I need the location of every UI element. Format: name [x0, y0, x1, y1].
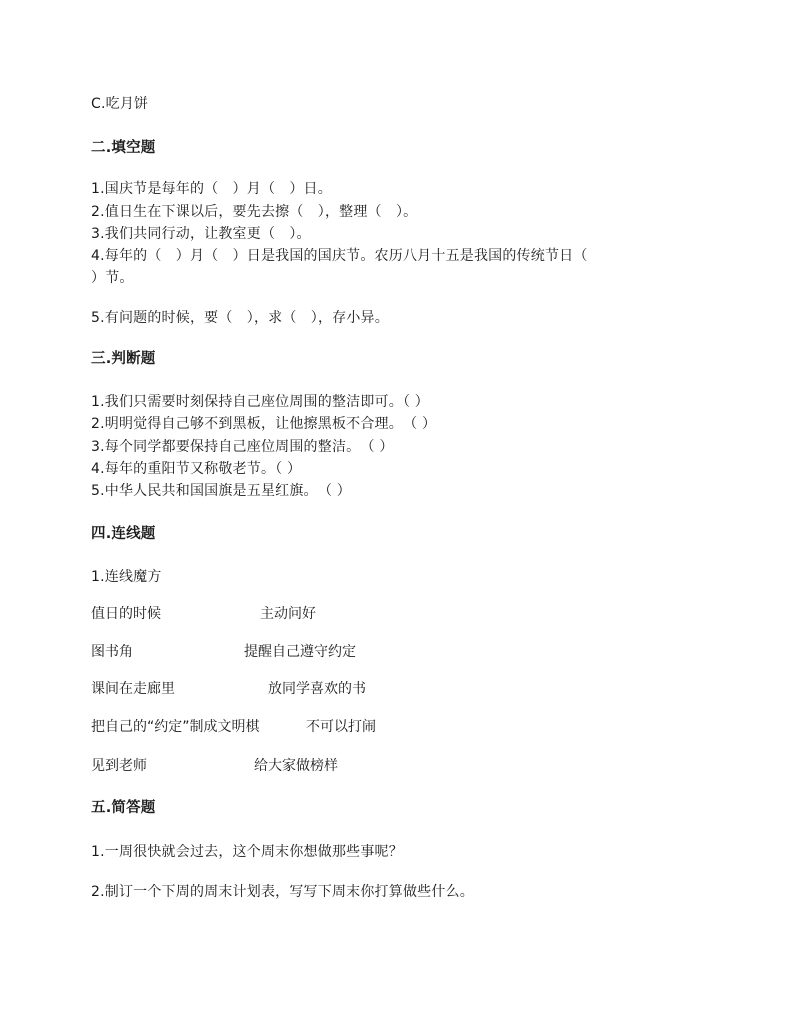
judge-question-3: 3.每个同学都要保持自己座位周围的整洁。 （ ）: [91, 439, 394, 455]
fill-question-1: 1.国庆节是每年的（ ）月（ ）日。: [91, 181, 332, 197]
match-right-5: 给大家做榜样: [254, 758, 338, 774]
section-heading-short-answer: 五.简答题: [91, 800, 156, 816]
match-right-4: 不可以打闹: [306, 719, 376, 735]
matching-question: 1.连线魔方: [91, 569, 162, 585]
section-heading-matching: 四.连线题: [91, 526, 156, 542]
fill-question-4-line-2: ）节。: [91, 270, 134, 286]
match-right-1: 主动问好: [260, 606, 316, 622]
option-c: C.吃月饼: [91, 96, 149, 112]
match-left-1: 值日的时候: [91, 606, 161, 622]
fill-question-2: 2.值日生在下课以后，要先去擦（ ），整理（ ）。: [91, 204, 418, 220]
match-right-2: 提醒自己遵守约定: [244, 644, 356, 660]
short-answer-question-2: 2.制订一个下周的周末计划表，写写下周末你打算做些什么。: [91, 884, 474, 900]
match-left-4: 把自己的“约定”制成文明棋: [91, 719, 260, 735]
judge-question-1: 1.我们只需要时刻保持自己座位周围的整洁即可。（ ）: [91, 394, 430, 410]
judge-question-4: 4.每年的重阳节又称敬老节。（ ）: [91, 461, 302, 477]
match-right-3: 放同学喜欢的书: [268, 681, 366, 697]
match-left-5: 见到老师: [91, 758, 147, 774]
judge-question-5: 5.中华人民共和国国旗是五星红旗。 （ ）: [91, 483, 352, 499]
short-answer-question-1: 1.一周很快就会过去，这个周末你想做那些事呢？: [91, 844, 403, 860]
section-heading-fill-in: 二.填空题: [91, 140, 156, 156]
match-left-2: 图书角: [91, 644, 133, 660]
fill-question-3: 3.我们共同行动，让教室更（ ）。: [91, 226, 311, 242]
section-heading-true-false: 三.判断题: [91, 351, 156, 367]
match-left-3: 课间在走廊里: [91, 681, 175, 697]
judge-question-2: 2.明明觉得自己够不到黑板，让他擦黑板不合理。 （ ）: [91, 416, 437, 432]
fill-question-4-line-1: 4.每年的（ ）月（ ）日是我国的国庆节。农历八月十五是我国的传统节日（: [91, 248, 588, 264]
fill-question-5: 5.有问题的时候，要（ ），求（ ），存小异。: [91, 310, 389, 326]
